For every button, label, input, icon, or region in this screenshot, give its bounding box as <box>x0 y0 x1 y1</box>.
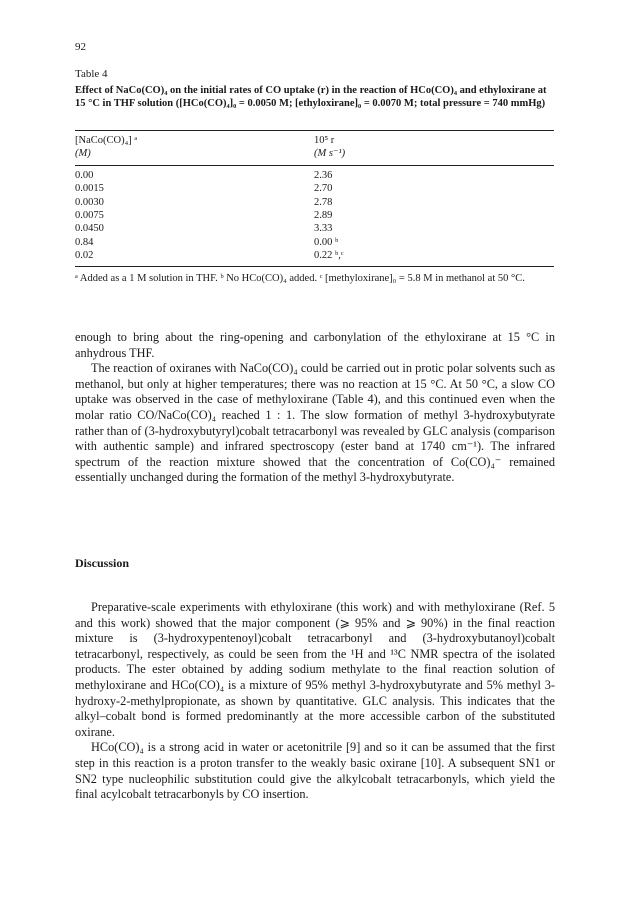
table-top-rule <box>75 130 554 131</box>
cell-rate: 2.70 <box>314 183 333 195</box>
cell-concentration: 0.0450 <box>75 223 104 235</box>
cell-rate: 2.78 <box>314 196 333 208</box>
col-header-concentration-line1: [NaCo(CO)₄] ᵃ <box>75 135 138 146</box>
table-label: Table 4 <box>75 68 108 80</box>
table-header-rule <box>75 165 554 166</box>
col-header-rate-line1: 10⁵ r <box>314 135 335 146</box>
cell-rate: 0.22 ᵇ,ᶜ <box>314 249 344 261</box>
paragraph: The reaction of oxiranes with NaCo(CO)₄ could be carried out in protic polar solvents such as methanol, but only at higher temperatures; there was no reaction at 15 °C. At 50 °C, a slow CO uptake was observed in the case of methyloxirane (Table 4), and this continued even when the molar ratio CO/NaCo(CO)₄ reached 1 : 1. The slow formation of methyl 3-hydroxybutyrate rather than of (3-hydroxybutyryl)cobalt tetracarbonyl was revealed by GLC analysis (comparison with authentic sample) and infrared spectroscopy (ester band at 1740 cm⁻¹). The infrared spectrum of the reaction mixture showed that the concentration of Co(CO)₄⁻ remained essentially unchanged during the formation of the methyl 3-hydroxybutyrate. <box>75 361 555 485</box>
cell-concentration: 0.0075 <box>75 209 104 221</box>
paragraph: enough to bring about the ring-opening and carbonylation of the ethyloxirane at 15 °C in anhydrous THF. <box>75 330 555 360</box>
col-header-rate-unit: (M s⁻¹) <box>314 148 346 159</box>
cell-rate: 2.36 <box>314 170 333 181</box>
col-header-concentration-unit: (M) <box>75 148 91 159</box>
cell-concentration: 0.0030 <box>75 196 104 208</box>
page-number: 92 <box>75 41 86 53</box>
table-footnote: ᵃ Added as a 1 M solution in THF. ᵇ No HCo(CO)₄ added. ᶜ [methyloxirane]₀ = 5.8 M in methanol at 50 °C. <box>75 273 525 284</box>
cell-rate: 3.33 <box>314 223 333 235</box>
cell-concentration: 0.00 <box>75 170 94 181</box>
body-before-heading <box>75 330 555 486</box>
cell-concentration: 0.02 <box>75 249 94 261</box>
col-header-concentration <box>75 134 137 160</box>
col-header-rate <box>314 134 345 160</box>
table-caption: Effect of NaCo(CO)₄ on the initial rates of CO uptake (r) in the reaction of HCo(CO)₄ and ethyloxirane at 15 °C in THF solution ([HCo(CO)₄]₀ = 0.0050 M; [ethyloxirane]₀ = 0.0070 M; total pressure = 740 mmHg) <box>75 85 547 109</box>
cell-rate: 2.89 <box>314 209 333 221</box>
table-bottom-rule <box>75 266 554 267</box>
cell-rate: 0.00 ᵇ <box>314 236 339 248</box>
paragraph: Preparative-scale experiments with ethyloxirane (this work) and with methyloxirane (Ref. 5 and this work) showed that the major component (⩾ 95% and ⩾ 90%) in the final reaction mixture is (3-hydroxypentenoyl)cobalt tetracarbonyl and (3-hydroxybutanoyl)cobalt tetracarbonyl, respectively, as could be seen from the ¹H and ¹³C NMR spectra of the isolated products. The ester obtained by adding sodium methylate to the final reaction solution of methyloxirane and HCo(CO)₄ is a mixture of 95% methyl 3-hydroxybutyrate and 5% methyl 3-hydroxy-2-methylpropionate, as shown by quantitative. GLC analysis. This indicates that the alkyl–cobalt bond is formed predominantly at the more accessible carbon of the substituted oxirane. <box>75 600 555 739</box>
cell-concentration: 0.0015 <box>75 183 104 195</box>
section-heading: Discussion <box>75 556 130 570</box>
cell-concentration: 0.84 <box>75 236 94 248</box>
paragraph: HCo(CO)₄ is a strong acid in water or acetonitrile [9] and so it can be assumed that the first step in this reaction is a proton transfer to the weakly basic oxirane [10]. A subsequent SN1 or SN2 type nucleophilic substitution could give the alkylcobalt tetracarbonyls, which yield the final acylcobalt tetracarbonyls by CO insertion. <box>75 740 555 802</box>
body-after-heading <box>75 600 555 803</box>
